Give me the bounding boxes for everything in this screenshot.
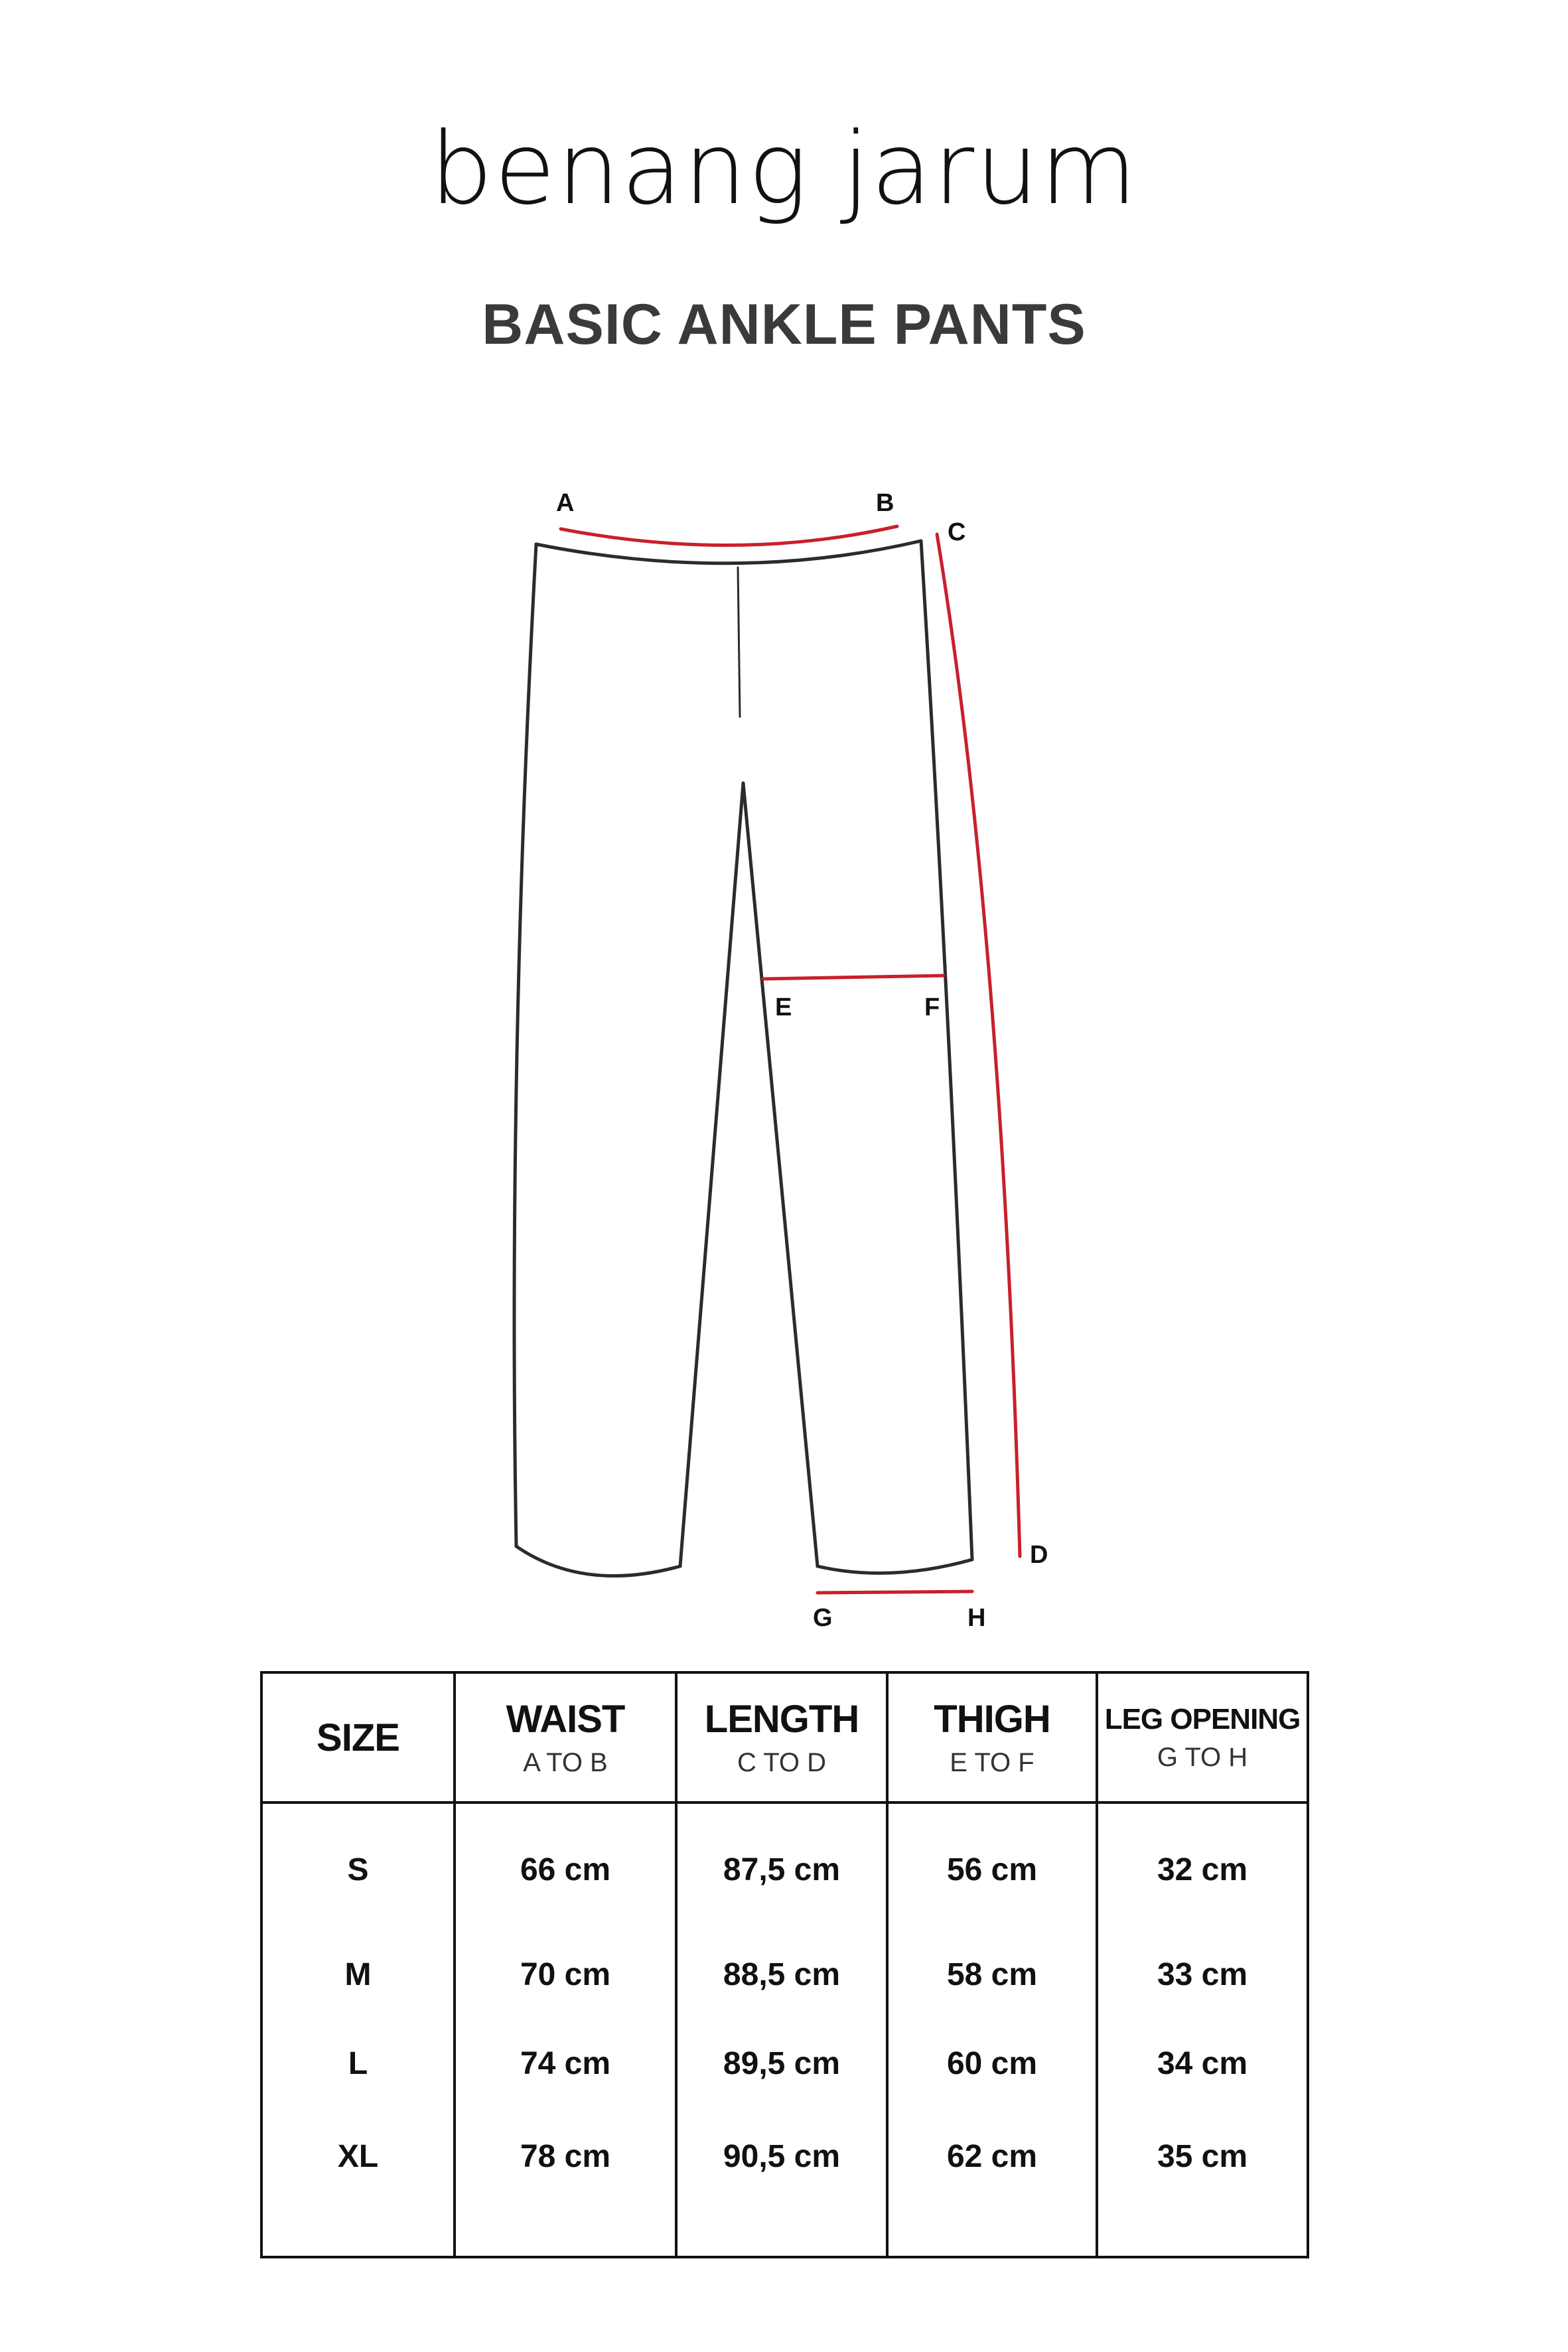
cell-leg-opening: 33 cm — [1097, 1935, 1308, 2014]
label-g: G — [813, 1604, 833, 1632]
inseam-left — [680, 783, 743, 1566]
left-leg-outer — [514, 544, 536, 1546]
header-waist-sub: A TO B — [523, 1748, 608, 1777]
cell-size: L — [261, 2014, 455, 2113]
label-b: B — [876, 489, 894, 517]
label-c: C — [948, 518, 966, 546]
header-thigh-label: THIGH — [934, 1698, 1050, 1741]
label-a: A — [556, 489, 575, 517]
brand-logo-text: benang jarum — [429, 111, 1139, 227]
cell-thigh: 60 cm — [887, 2014, 1097, 2113]
header-waist — [455, 1672, 676, 1802]
table-row — [261, 1802, 1308, 1935]
cell-length: 88,5 cm — [676, 1935, 887, 2014]
cell-waist: 78 cm — [455, 2113, 676, 2199]
cell-size: S — [261, 1802, 455, 1935]
waist-measure-line — [561, 526, 897, 546]
cell-leg-opening: 35 cm — [1097, 2113, 1308, 2199]
header-length-sub: C TO D — [737, 1748, 827, 1777]
table-row — [261, 2113, 1308, 2199]
table-padding-row — [261, 2199, 1308, 2257]
thigh-measure-line — [763, 976, 944, 979]
label-h: H — [967, 1604, 986, 1632]
cell-length: 90,5 cm — [676, 2113, 887, 2199]
table-header-row — [261, 1672, 1308, 1802]
cell-size: M — [261, 1935, 455, 2014]
pants-outline — [514, 541, 972, 1576]
cell-thigh: 56 cm — [887, 1802, 1097, 1935]
page-title: BASIC ANKLE PANTS — [482, 293, 1086, 356]
cell-leg-opening: 34 cm — [1097, 2014, 1308, 2113]
cell-waist: 74 cm — [455, 2014, 676, 2113]
header-size — [261, 1672, 455, 1802]
table-row — [261, 2014, 1308, 2113]
right-leg-outer — [921, 541, 972, 1560]
label-f: F — [924, 993, 940, 1021]
label-e: E — [775, 993, 792, 1021]
header-size-label: SIZE — [317, 1716, 399, 1759]
inseam-right — [743, 783, 818, 1566]
header-thigh-sub: E TO F — [950, 1748, 1034, 1777]
left-hem — [516, 1546, 680, 1576]
header-length — [676, 1672, 887, 1802]
cell-leg-opening: 32 cm — [1097, 1802, 1308, 1935]
cell-length: 89,5 cm — [676, 2014, 887, 2113]
cell-length: 87,5 cm — [676, 1802, 887, 1935]
header-leg-opening-sub: G TO H — [1157, 1742, 1248, 1772]
cell-waist: 70 cm — [455, 1935, 676, 2014]
header-waist-label: WAIST — [506, 1698, 625, 1741]
label-d: D — [1030, 1541, 1048, 1569]
cell-thigh: 58 cm — [887, 1935, 1097, 2014]
center-seam — [738, 567, 740, 717]
header-length-label: LENGTH — [704, 1698, 859, 1741]
table-row — [261, 1935, 1308, 2014]
header-thigh — [887, 1672, 1097, 1802]
cell-thigh: 62 cm — [887, 2113, 1097, 2199]
size-chart-table — [260, 1671, 1309, 2258]
point-labels — [556, 489, 1048, 1632]
leg-opening-measure-line — [818, 1591, 972, 1593]
right-hem — [818, 1560, 972, 1573]
header-leg-opening-label: LEG OPENING — [1104, 1702, 1301, 1735]
cell-size: XL — [261, 2113, 455, 2199]
header-leg-opening — [1097, 1672, 1308, 1802]
cell-waist: 66 cm — [455, 1802, 676, 1935]
